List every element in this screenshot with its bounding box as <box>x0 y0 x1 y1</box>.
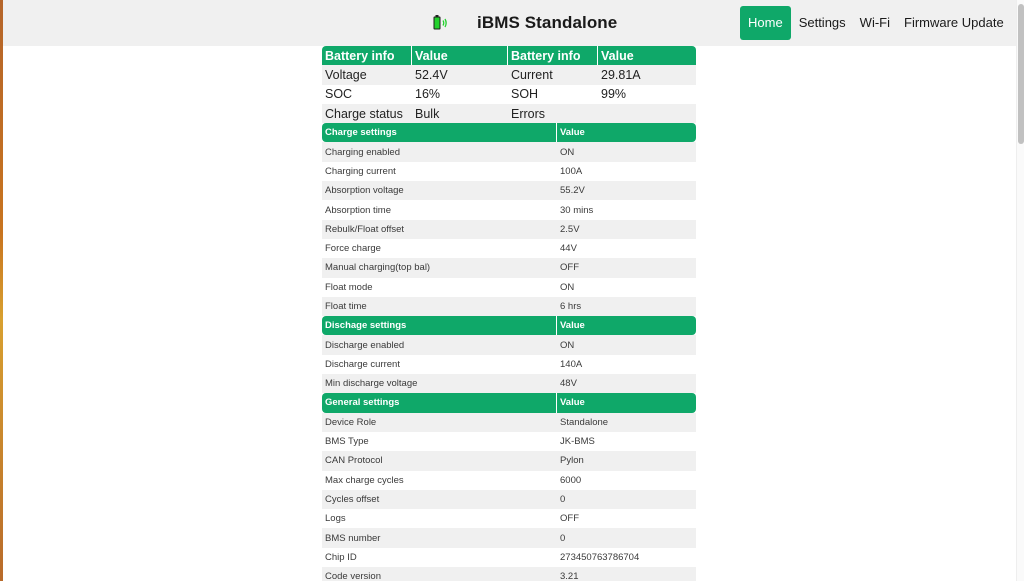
setting-label: BMS number <box>322 528 557 547</box>
setting-value: 44V <box>557 239 696 258</box>
column-header: Value <box>557 393 696 412</box>
setting-label: CAN Protocol <box>322 451 557 470</box>
value-charge-status: Bulk <box>412 104 508 123</box>
column-header: Value <box>557 316 696 335</box>
nav-home[interactable]: Home <box>740 6 791 40</box>
setting-value: ON <box>557 142 696 161</box>
setting-value: 6000 <box>557 471 696 490</box>
setting-label: Discharge current <box>322 355 557 374</box>
setting-label: Charging current <box>322 162 557 181</box>
setting-label: Absorption voltage <box>322 181 557 200</box>
nav-firmware-update[interactable]: Firmware Update <box>904 15 1004 30</box>
setting-value: Pylon <box>557 451 696 470</box>
table-row <box>322 471 696 490</box>
nav-settings[interactable]: Settings <box>798 15 846 30</box>
setting-value: OFF <box>557 509 696 528</box>
setting-value: 140A <box>557 355 696 374</box>
setting-label: Manual charging(top bal) <box>322 258 557 277</box>
setting-label: Charging enabled <box>322 142 557 161</box>
table-row <box>322 142 696 161</box>
table-row <box>322 181 696 200</box>
scrollbar-thumb[interactable] <box>1018 4 1024 144</box>
label-current: Current <box>508 65 598 84</box>
setting-value: JK-BMS <box>557 432 696 451</box>
main-nav <box>740 6 1011 40</box>
setting-value: 3.21 <box>557 567 696 581</box>
table-row <box>322 297 696 316</box>
setting-value: 6 hrs <box>557 297 696 316</box>
settings-table <box>322 123 696 581</box>
setting-label: Discharge enabled <box>322 335 557 354</box>
setting-label: Cycles offset <box>322 490 557 509</box>
vertical-scrollbar[interactable] <box>1016 0 1024 581</box>
section-title: Dischage settings <box>322 316 557 335</box>
column-header: Battery info <box>508 46 598 65</box>
section-title: General settings <box>322 393 557 412</box>
setting-value: 273450763786704 <box>557 548 696 567</box>
table-row <box>322 335 696 354</box>
table-row <box>322 220 696 239</box>
setting-value: Standalone <box>557 413 696 432</box>
value-soc: 16% <box>412 85 508 104</box>
value-soh: 99% <box>598 85 696 104</box>
table-row <box>322 258 696 277</box>
setting-label: Chip ID <box>322 548 557 567</box>
column-header: Value <box>557 123 696 142</box>
table-row <box>322 528 696 547</box>
table-row <box>322 548 696 567</box>
app-title: iBMS Standalone <box>477 13 618 32</box>
table-row <box>322 567 696 581</box>
setting-value: 100A <box>557 162 696 181</box>
setting-label: Float time <box>322 297 557 316</box>
section-header-charge <box>322 123 696 142</box>
column-header: Value <box>412 46 508 65</box>
nav-wifi[interactable]: Wi-Fi <box>859 15 890 30</box>
table-row <box>322 432 696 451</box>
setting-label: Max charge cycles <box>322 471 557 490</box>
table-row <box>322 239 696 258</box>
table-row <box>322 278 696 297</box>
table-row <box>322 200 696 219</box>
main-content <box>322 46 696 581</box>
label-voltage: Voltage <box>322 65 412 84</box>
setting-label: Absorption time <box>322 200 557 219</box>
setting-label: BMS Type <box>322 432 557 451</box>
table-row <box>322 162 696 181</box>
setting-value: 2.5V <box>557 220 696 239</box>
setting-label: Device Role <box>322 413 557 432</box>
table-row <box>322 490 696 509</box>
setting-label: Rebulk/Float offset <box>322 220 557 239</box>
table-row <box>322 509 696 528</box>
value-errors <box>598 104 696 123</box>
battery-info-table <box>322 46 696 123</box>
table-row <box>322 451 696 470</box>
section-header-general <box>322 393 696 412</box>
label-soc: SOC <box>322 85 412 104</box>
table-row <box>322 104 696 123</box>
setting-value: ON <box>557 278 696 297</box>
table-row <box>322 65 696 84</box>
setting-value: 48V <box>557 374 696 393</box>
setting-label: Code version <box>322 567 557 581</box>
label-charge-status: Charge status <box>322 104 412 123</box>
section-header-discharge <box>322 316 696 335</box>
setting-value: OFF <box>557 258 696 277</box>
window-edge <box>0 0 3 581</box>
brand <box>431 0 617 46</box>
value-current: 29.81A <box>598 65 696 84</box>
setting-label: Force charge <box>322 239 557 258</box>
setting-value: 0 <box>557 528 696 547</box>
setting-value: ON <box>557 335 696 354</box>
battery-wireless-icon <box>431 13 451 33</box>
column-header: Battery info <box>322 46 412 65</box>
table-header-row <box>322 46 696 65</box>
table-row <box>322 85 696 104</box>
top-navbar <box>3 0 1016 46</box>
section-title: Charge settings <box>322 123 557 142</box>
setting-label: Min discharge voltage <box>322 374 557 393</box>
table-row <box>322 413 696 432</box>
column-header: Value <box>598 46 696 65</box>
table-row <box>322 355 696 374</box>
setting-value: 30 mins <box>557 200 696 219</box>
setting-value: 55.2V <box>557 181 696 200</box>
setting-label: Logs <box>322 509 557 528</box>
label-errors: Errors <box>508 104 598 123</box>
label-soh: SOH <box>508 85 598 104</box>
table-row <box>322 374 696 393</box>
setting-label: Float mode <box>322 278 557 297</box>
value-voltage: 52.4V <box>412 65 508 84</box>
setting-value: 0 <box>557 490 696 509</box>
